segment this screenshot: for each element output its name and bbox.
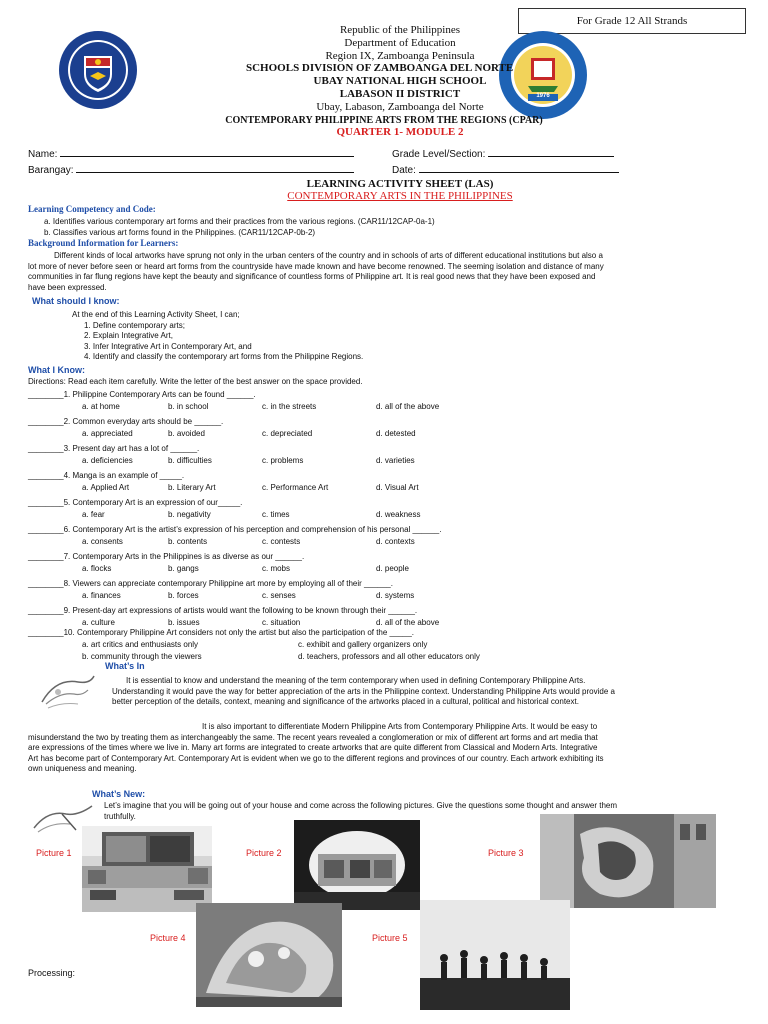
should-know-item: 2. Explain Integrative Art, [84,331,173,340]
should-know-item: 1. Define contemporary arts; [84,320,185,330]
header-republic: Republic of the Philippines [339,24,461,36]
q7-option-c: c. mobs [262,564,291,573]
picture-4-image [196,903,342,1007]
hand-quill-icon [38,672,98,712]
q10-option-b: b. community through the viewers [82,652,202,661]
q3-option-b: b. difficulties [168,456,212,465]
whats-new-heading: What’s New: [92,789,146,799]
competency-b: b. Classifies various art forms found in the Philippines. (CAR11/12CAP-0b-2) [44,228,316,237]
q1-option-b: b. in school [168,402,209,411]
header-subject: CONTEMPORARY PHILIPPINE ARTS FROM THE REGIONS (CPAR) [225,115,543,126]
question-9: ________9. Present-day art expressions of artists would want the following to be known through their ______. [28,606,418,615]
whats-in-heading: What’s In [105,661,145,671]
q4-option-d: d. Visual Art [376,483,419,492]
date-label: Date: [392,165,416,176]
whats-in-line: It is also important to differentiate Modern Philippine Arts from Contemporary Philippine Arts. It would be easy to [202,722,598,731]
q9-option-b: b. issues [168,618,200,627]
q2-option-c: c. depreciated [262,429,313,438]
q10-option-c: c. exhibit and gallery organizers only [298,640,428,649]
school-seal-year: 1976 [536,93,550,99]
should-know-item: 3. Infer Integrative Art in Contemporary Art, and [84,341,252,351]
deped-seal [58,30,138,110]
q6-option-b: b. contents [168,537,208,546]
question-6: ________6. Contemporary Art is the artist’s expression of his perception and comprehension of his personal ______. [28,525,442,534]
q5-option-a: a. fear [82,510,105,519]
name-field[interactable] [28,147,354,160]
q1-option-d: d. all of the above [376,402,440,411]
q8-option-c: c. senses [262,591,296,600]
whats-in-paragraph-2 [28,722,604,775]
background-heading: Background Information for Learners: [28,238,179,248]
header-address: Ubay, Labason, Zamboanga del Norte [316,101,484,113]
header-division: SCHOOLS DIVISION OF ZAMBOANGA DEL NORTE [246,62,514,74]
question-4: ________4. Manga is an example of _____. [28,471,185,480]
whats-in-paragraph-1 [112,676,615,708]
should-know-heading: What should I know: [32,296,120,306]
background-line: lot more of never before seen or heard art forms from the countryside have made known and have become renowned. The seeming isolation and distance of many [28,261,604,271]
question-7: ________7. Contemporary Arts in the Philippines is as diverse as our ______. [28,552,305,561]
grade-section-field[interactable] [392,147,614,160]
date-line[interactable] [419,163,619,173]
processing-label: Processing: [28,968,76,978]
q4-option-b: b. Literary Art [168,483,216,492]
q5-option-b: b. negativity [168,510,211,519]
q1-option-a: a. at home [82,402,120,411]
whats-in-line: It is essential to know and understand the meaning of the term contemporary when used in defining Contemporary Philippine Arts. [126,676,586,685]
q6-option-a: a. consents [82,537,123,546]
whats-new-line: truthfully. [104,811,136,821]
q3-option-a: a. deficiencies [82,456,133,465]
q2-option-d: d. detested [376,429,416,438]
picture-5-image [420,900,570,1010]
whats-in-line: are expressions of the times where we live in. Many art forms are integrated to create artworks that are quite different from Classical and Modern Arts. Integrative [28,743,598,752]
q5-option-d: d. weakness [376,510,421,519]
q8-option-d: d. systems [376,591,415,600]
q4-option-a: a. Applied Art [82,483,130,492]
whats-in-line: Understanding it would pave the way for better appreciation of the arts in the Philippine context. Understanding Philippine Arts would provide a [112,686,615,696]
q9-option-c: c. situation [262,618,301,627]
whats-new-line: Let’s imagine that you will be going out of your house and come across the following pictures. Give the questions some thought and answer them [104,801,618,810]
q7-option-b: b. gangs [168,564,199,573]
barangay-field[interactable] [28,163,354,176]
q10-option-d: d. teachers, professors and all other educators only [298,652,480,661]
question-1: ________1. Philippine Contemporary Arts can be found ______. [28,390,256,399]
competency-a: a. Identifies various contemporary art forms and their practices from the various regions. (CAR11/12CAP-0a-1) [44,217,435,226]
q3-option-c: c. problems [262,456,304,465]
picture-2-label: Picture 2 [246,848,282,858]
q7-option-a: a. flocks [82,564,112,573]
picture-4-label: Picture 4 [150,933,186,943]
question-10: ________10. Contemporary Philippine Art considers not only the artist but also the participation of the _____. [28,628,415,637]
las-subtitle: CONTEMPORARY ARTS IN THE PHILIPPINES [287,190,513,202]
background-line: have been expressed. [28,282,107,292]
grade-section-line[interactable] [488,147,614,157]
q4-option-c: c. Performance Art [262,483,329,492]
whats-in-line: Art has become part of Contemporary Art. Contemporary Art is evident when we go to the different regions and provinces of our country. Each artwork exhibiting its [28,753,604,763]
q8-option-b: b. forces [168,591,199,600]
what-i-know-heading: What I Know: [28,365,85,375]
q9-option-a: a. culture [82,618,115,627]
barangay-line[interactable] [76,163,354,173]
q2-option-a: a. appreciated [82,429,133,438]
deped-seal-icon [58,30,138,110]
q5-option-c: c. times [262,510,290,519]
should-know-intro: At the end of this Learning Activity Sheet, I can; [72,310,240,319]
whats-in-line: own uniqueness and meaning. [28,764,137,773]
question-2: ________2. Common everyday arts should be ______. [28,417,224,426]
header-module: QUARTER 1- MODULE 2 [336,126,464,138]
background-line: communities in far flung regions have kept the beauty and significance of countless forms of Philippine art. It is real good news that they have been exposed and [28,272,596,281]
q8-option-a: a. finances [82,591,121,600]
question-5: ________5. Contemporary Art is an expression of our_____. [28,498,243,507]
q6-option-d: d. contexts [376,537,415,546]
picture-3-label: Picture 3 [488,848,524,858]
whats-in-line: better perception of the details, context, meaning and significance of the artworks placed in a cultural, political and historical context. [112,697,579,706]
picture-1-image [82,826,212,912]
header-deped: Department of Education [344,37,456,49]
picture-5-label: Picture 5 [372,933,408,943]
date-field[interactable] [392,163,619,176]
barangay-label: Barangay: [28,165,74,176]
question-3: ________3. Present day art has a lot of ______. [28,444,200,453]
q1-option-c: c. in the streets [262,402,317,411]
competency-heading: Learning Competency and Code: [28,204,156,214]
should-know-list [72,310,363,363]
picture-1-label: Picture 1 [36,848,72,858]
question-8: ________8. Viewers can appreciate contemporary Philippine art more by employing all of their ______. [28,579,393,588]
q7-option-d: d. people [376,564,409,573]
grade-strand-box: For Grade 12 All Strands [518,8,746,34]
directions: Directions: Read each item carefully. Write the letter of the best answer on the space provided. [28,377,363,386]
name-label: Name: [28,149,58,160]
whats-in-line: misunderstand the two by treating them as interchangeably the same. The recent years revealed a conglomeration or mix of different art forms and art media that [28,732,598,742]
q2-option-b: b. avoided [168,429,205,438]
q10-option-a: a. art critics and enthusiasts only [82,640,199,649]
picture-2-image [294,820,420,910]
name-line[interactable] [60,147,354,157]
grade-section-label: Grade Level/Section: [392,149,486,160]
background-line: Different kinds of local artworks have sprung not only in the urban centers of the country and in schools of arts of different educational institutions but also a [54,251,603,260]
header-school: UBAY NATIONAL HIGH SCHOOL [313,75,487,87]
header-district: LABASON II DISTRICT [339,88,461,100]
should-know-item: 4. Identify and classify the contemporary art forms from the Philippine Regions. [84,352,364,361]
q3-option-d: d. varieties [376,456,415,465]
background-paragraph [28,251,748,293]
q9-option-d: d. all of the above [376,618,440,627]
header-region: Region IX, Zamboanga Peninsula [325,50,475,62]
q6-option-c: c. contests [262,537,301,546]
picture-3-image [540,814,716,908]
las-title: LEARNING ACTIVITY SHEET (LAS) [306,178,494,190]
